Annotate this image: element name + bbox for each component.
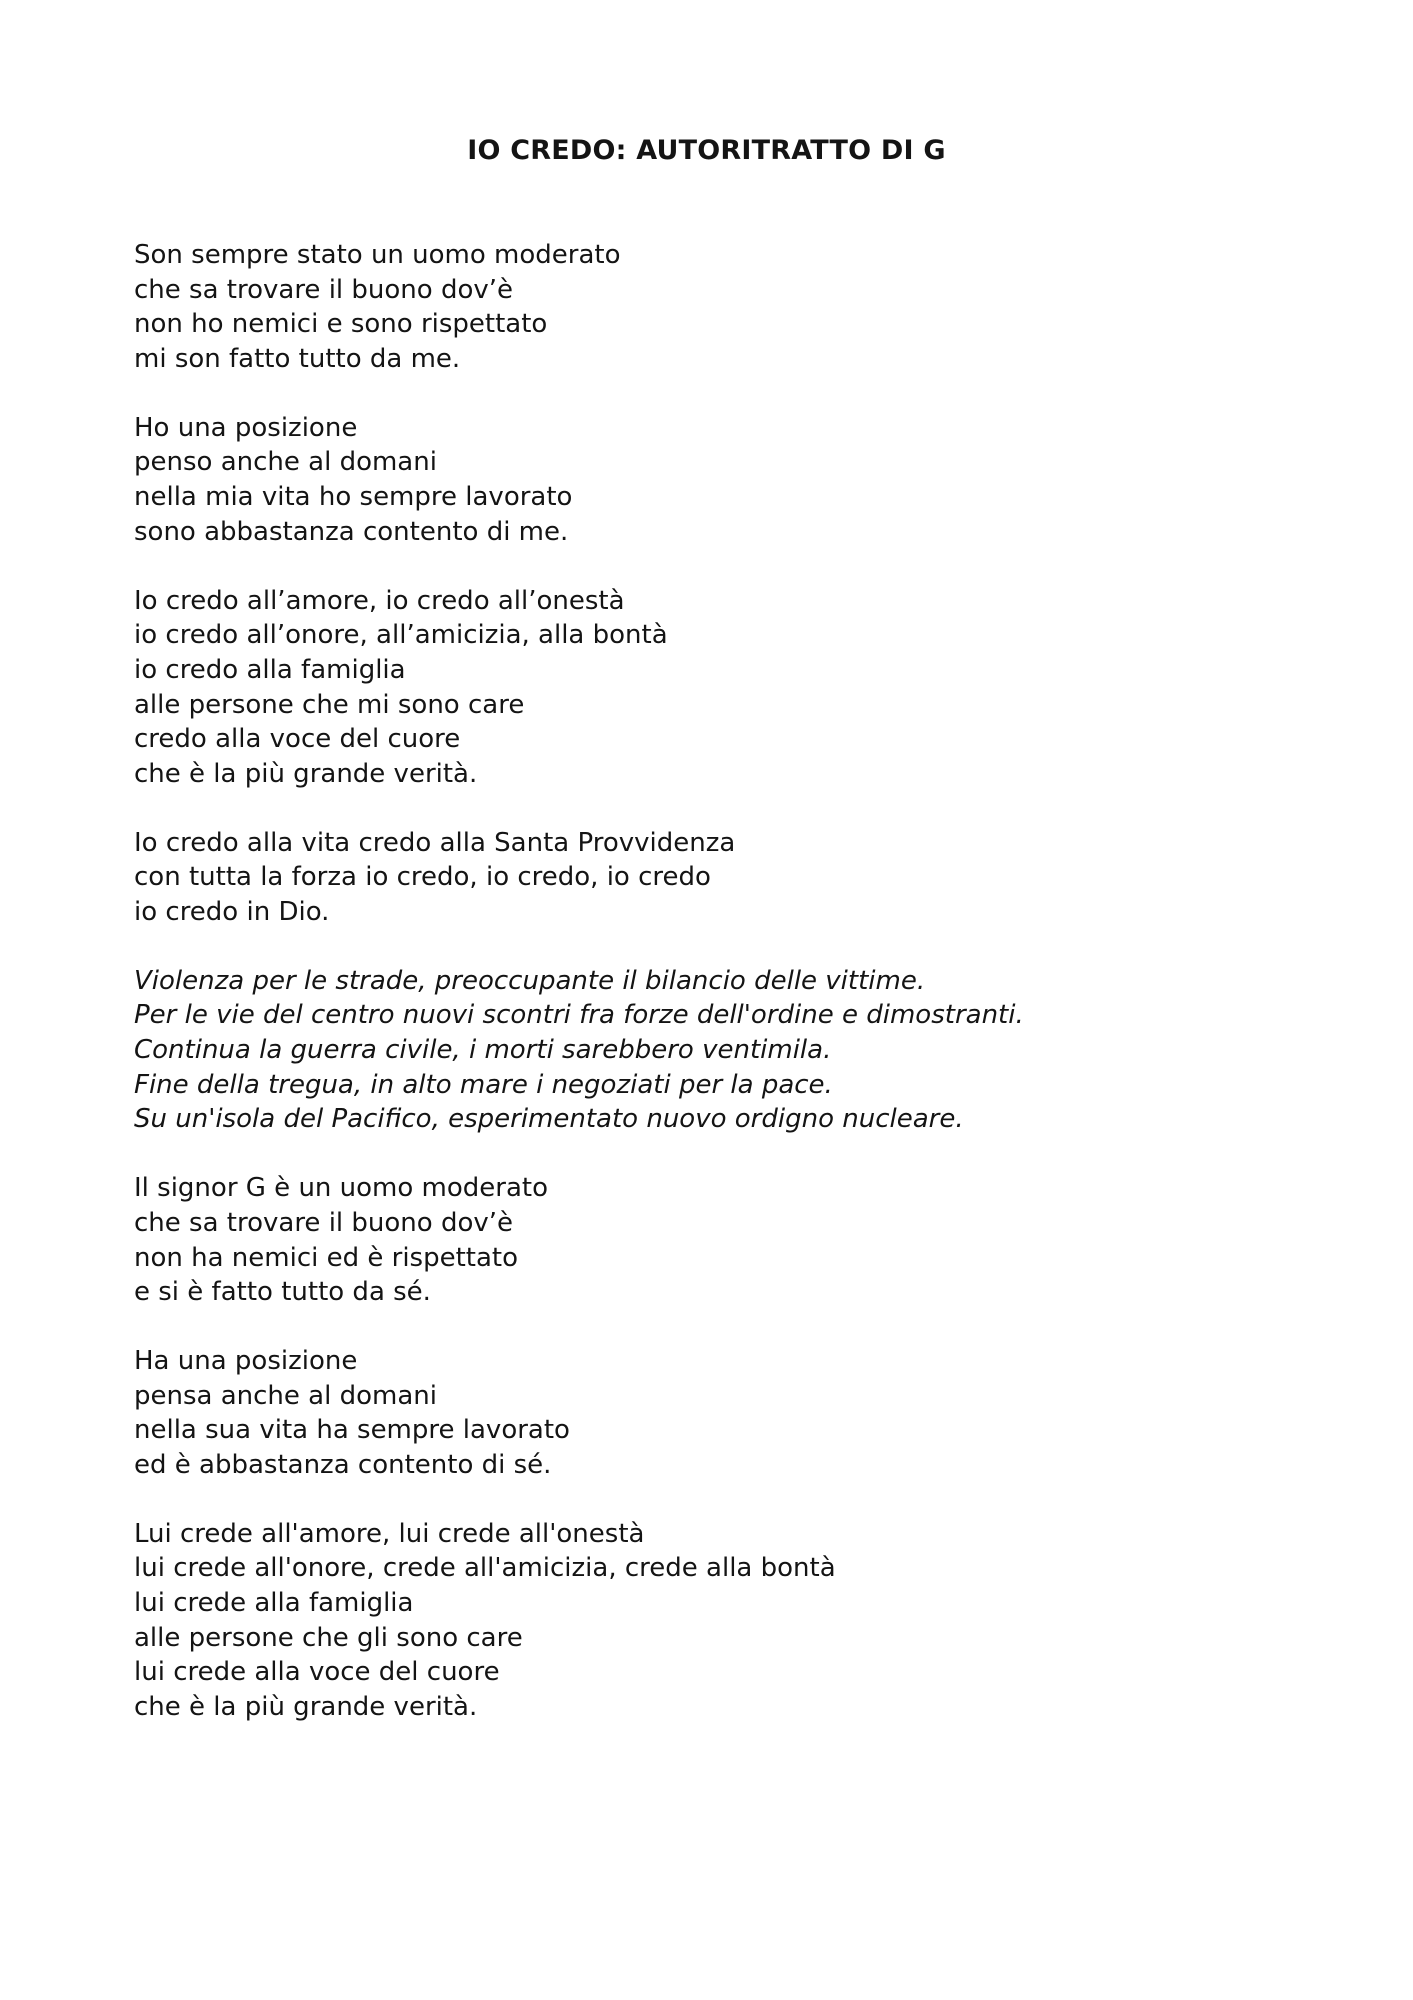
verse-line: lui crede alla voce del cuore — [134, 1657, 500, 1688]
verse-line: non ho nemici e sono rispettato — [134, 309, 548, 340]
verse-line: sono abbastanza contento di me. — [134, 516, 569, 547]
verse-line: Ha una posizione — [134, 1345, 358, 1376]
verse-line: non ha nemici ed è rispettato — [134, 1242, 519, 1273]
stanza — [134, 411, 1284, 550]
headline-line: Su un'isola del Pacifico, esperimentato nuovo ordigno nucleare. — [134, 1104, 964, 1135]
headline-line: Fine della tregua, in alto mare i negoziati per la pace. — [134, 1069, 833, 1100]
headline-line: Per le vie del centro nuovi scontri fra forze dell'ordine e dimostranti. — [134, 1000, 1024, 1031]
poem-body — [134, 238, 1284, 1759]
verse-line: ed è abbastanza contento di sé. — [134, 1449, 552, 1480]
stanza — [134, 238, 1284, 377]
verse-line: Io credo all’amore, io credo all’onestà — [134, 585, 625, 616]
verse-line: che sa trovare il buono dov’è — [134, 274, 514, 305]
verse-line: nella sua vita ha sempre lavorato — [134, 1415, 570, 1446]
verse-line: penso anche al domani — [134, 447, 437, 478]
verse-line: Il signor G è un uomo moderato — [134, 1173, 549, 1204]
verse-line: alle persone che gli sono care — [134, 1622, 523, 1653]
verse-line: che sa trovare il buono dov’è — [134, 1207, 514, 1238]
verse-line: Io credo alla vita credo alla Santa Provvidenza — [134, 827, 736, 858]
stanza — [134, 1344, 1284, 1483]
headline-line: Violenza per le strade, preoccupante il bilancio delle vittime. — [134, 965, 926, 996]
verse-line: alle persone che mi sono care — [134, 689, 525, 720]
verse-line: Son sempre stato un uomo moderato — [134, 240, 621, 270]
verse-line: mi son fatto tutto da me. — [134, 344, 461, 375]
page-title: IO CREDO: AUTORITRATTO DI G — [467, 135, 946, 166]
verse-line: io credo all’onore, all’amicizia, alla bontà — [134, 620, 668, 651]
stanza — [134, 584, 1284, 792]
verse-line: pensa anche al domani — [134, 1380, 437, 1411]
verse-line: che è la più grande verità. — [134, 758, 478, 789]
stanza — [134, 826, 1284, 930]
stanza — [134, 1517, 1284, 1725]
news-headlines-stanza — [134, 964, 1284, 1137]
verse-line: lui crede alla famiglia — [134, 1588, 414, 1618]
verse-line: Ho una posizione — [134, 412, 358, 443]
stanza — [134, 1171, 1284, 1310]
verse-line: credo alla voce del cuore — [134, 724, 461, 755]
verse-line: io credo in Dio. — [134, 897, 330, 927]
verse-line: io credo alla famiglia — [134, 654, 406, 685]
verse-line: lui crede all'onore, crede all'amicizia, crede alla bontà — [134, 1553, 836, 1584]
verse-line: Lui crede all'amore, lui crede all'onestà — [134, 1518, 645, 1549]
headline-line: Continua la guerra civile, i morti sarebbero ventimila. — [134, 1035, 832, 1066]
verse-line: nella mia vita ho sempre lavorato — [134, 482, 573, 513]
verse-line: con tutta la forza io credo, io credo, io credo — [134, 862, 711, 893]
verse-line: e si è fatto tutto da sé. — [134, 1277, 431, 1308]
verse-line: che è la più grande verità. — [134, 1692, 478, 1723]
